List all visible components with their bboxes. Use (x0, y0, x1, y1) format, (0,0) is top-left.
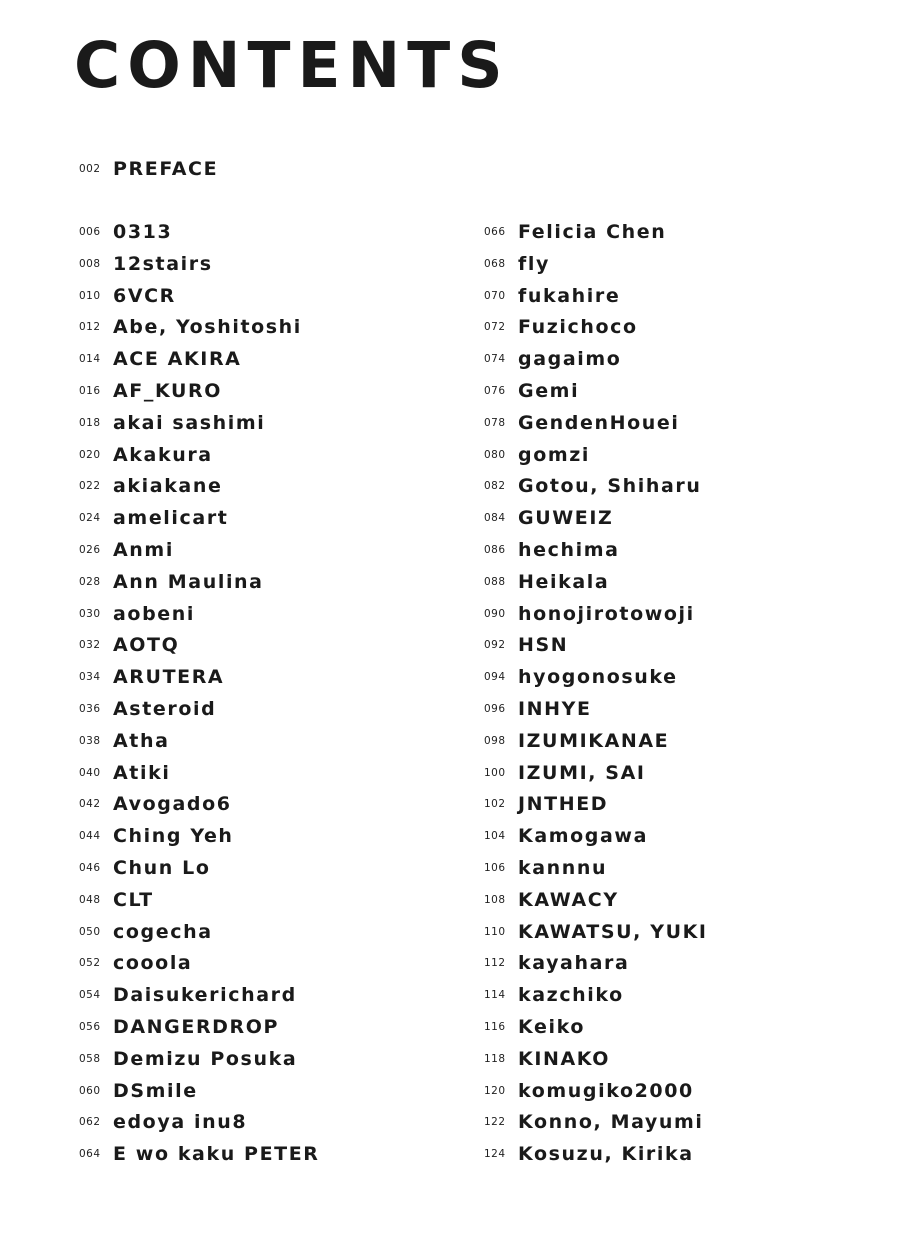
toc-entry (79, 407, 265, 439)
toc-entry (484, 916, 708, 948)
page-number: 072 (484, 321, 506, 334)
page-number: 070 (484, 289, 506, 302)
toc-entry (484, 439, 590, 471)
toc-entry (79, 248, 213, 280)
page-number: 012 (79, 321, 101, 334)
toc-entry (484, 1138, 694, 1170)
page-number: 122 (484, 1116, 506, 1129)
page-number: 052 (79, 957, 101, 970)
toc-entry (484, 788, 608, 820)
entry-name: gagaimo (518, 348, 622, 371)
page-number: 114 (484, 989, 506, 1002)
page-number: 022 (79, 480, 101, 493)
entry-name: JNTHED (518, 793, 609, 816)
toc-entry (79, 566, 264, 598)
page-number: 018 (79, 416, 101, 429)
page-number: 078 (484, 416, 506, 429)
page-number: 076 (484, 385, 506, 397)
entry-name: Gotou, Shiharu (518, 475, 702, 498)
entry-name: DANGERDROP (113, 1016, 280, 1038)
entry-name: hyogonosuke (518, 666, 678, 689)
toc-entry (484, 343, 621, 375)
toc-entry (484, 852, 607, 884)
page-number: 046 (79, 862, 101, 874)
toc-entry (79, 884, 154, 916)
toc-entry (79, 311, 302, 343)
entry-name: 6VCR (113, 284, 176, 307)
page-number: 100 (484, 766, 506, 779)
entry-name: IZUMI, SAI (518, 761, 646, 784)
page-number: 040 (79, 766, 101, 779)
toc-entry (484, 1011, 585, 1043)
toc-entry (79, 979, 297, 1011)
entry-name: HSN (518, 634, 569, 657)
entry-name: KAWATSU, YUKI (518, 920, 708, 943)
toc-entry (484, 407, 680, 439)
entry-name: KAWACY (518, 888, 619, 911)
page-number: 064 (79, 1148, 101, 1161)
page-number: 062 (79, 1116, 101, 1129)
entry-name: Heikala (518, 570, 610, 593)
entry-name: cooola (113, 952, 193, 975)
page-number: 096 (484, 703, 506, 715)
entry-name: akai sashimi (113, 411, 266, 434)
page-number: 056 (79, 1021, 101, 1033)
toc-entry (79, 725, 170, 757)
page-title: CONTENTS (74, 29, 510, 102)
toc-entry (79, 693, 216, 725)
page-number: 032 (79, 639, 101, 652)
entry-name: Kosuzu, Kirika (518, 1143, 694, 1166)
toc-entry (79, 1011, 279, 1043)
toc-entry (79, 502, 228, 534)
page-number: 098 (484, 734, 506, 747)
entry-name: Anmi (113, 539, 174, 561)
toc-entry (484, 1106, 704, 1138)
page-number: 008 (79, 257, 101, 270)
toc-entry (484, 1075, 694, 1107)
toc-entry (484, 311, 638, 343)
entry-name: hechima (518, 539, 620, 561)
page-number: 086 (484, 544, 506, 556)
entry-name: INHYE (518, 698, 592, 720)
toc-entry (79, 1106, 247, 1138)
toc-entry (79, 661, 224, 693)
entry-name: Abe, Yoshitoshi (113, 316, 302, 339)
page-number: 002 (79, 163, 101, 175)
toc-entry (484, 216, 666, 248)
entry-name: Atha (113, 729, 170, 752)
toc-entry (484, 280, 620, 312)
entry-name: Konno, Mayumi (518, 1111, 704, 1134)
page-number: 092 (484, 639, 506, 652)
entry-name: GendenHouei (518, 411, 680, 434)
entry-name: AF_KURO (113, 380, 222, 402)
toc-entry (79, 439, 213, 471)
entry-name: Atiki (113, 761, 171, 784)
toc-entry (79, 470, 222, 502)
page-number: 090 (484, 607, 506, 620)
entry-name: fly (518, 252, 550, 275)
page-number: 014 (79, 353, 101, 366)
entry-name: amelicart (113, 507, 229, 530)
entry-name: Kamogawa (518, 825, 648, 848)
page-number: 074 (484, 353, 506, 366)
toc-entry-preface (79, 153, 218, 185)
page-number: 044 (79, 830, 101, 843)
toc-entry (484, 502, 613, 534)
page-number: 010 (79, 289, 101, 302)
toc-entry (79, 598, 195, 630)
entry-name: ACE AKIRA (113, 348, 242, 371)
page-number: 058 (79, 1052, 101, 1065)
page-number: 042 (79, 798, 101, 811)
entry-name: ARUTERA (113, 666, 225, 689)
entry-name: KINAKO (518, 1047, 611, 1070)
toc-entry (484, 1043, 610, 1075)
entry-name: fukahire (518, 284, 621, 307)
toc-entry (484, 693, 592, 725)
toc-entry (79, 852, 211, 884)
page-number: 118 (484, 1052, 506, 1065)
toc-entry (79, 788, 232, 820)
toc-entry (484, 725, 669, 757)
toc-entry (79, 216, 172, 248)
entry-name: komugiko2000 (518, 1079, 694, 1102)
page-number: 054 (79, 989, 101, 1002)
entry-name: Felicia Chen (518, 221, 667, 243)
toc-entry (79, 916, 213, 948)
entry-name: Ann Maulina (113, 570, 264, 593)
entry-name: Akakura (113, 443, 213, 466)
page-number: 020 (79, 448, 101, 461)
entry-name: kannnu (518, 857, 608, 879)
toc-entry (79, 1075, 198, 1107)
entry-name: Gemi (518, 380, 580, 402)
toc-entry (79, 280, 176, 312)
toc-entry (484, 629, 568, 661)
page-number: 112 (484, 957, 506, 970)
entry-name: kazchiko (518, 984, 624, 1007)
page-number: 028 (79, 575, 101, 588)
page-number: 038 (79, 734, 101, 747)
entry-name: Fuzichoco (518, 316, 638, 339)
page-number: 068 (484, 257, 506, 270)
toc-entry (484, 979, 624, 1011)
page-number: 036 (79, 703, 101, 715)
entry-name: GUWEIZ (518, 507, 614, 530)
toc-entry (79, 1043, 297, 1075)
toc-entry (79, 534, 174, 566)
entry-name: kayahara (518, 952, 630, 975)
toc-entry (79, 343, 241, 375)
page-number: 110 (484, 925, 506, 938)
entry-name: Demizu Posuka (113, 1047, 298, 1070)
entry-name: Avogado6 (113, 793, 232, 816)
page-number: 108 (484, 893, 506, 906)
entry-name: AOTQ (113, 634, 180, 657)
entry-name: Daisukerichard (113, 984, 297, 1007)
page-number: 026 (79, 544, 101, 556)
page-number: 060 (79, 1084, 101, 1097)
toc-entry (484, 566, 609, 598)
page-number: 104 (484, 830, 506, 843)
page-number: 094 (484, 671, 506, 684)
entry-name: cogecha (113, 920, 213, 943)
page-number: 024 (79, 512, 101, 525)
entry-name: 0313 (113, 221, 173, 243)
page-number: 106 (484, 862, 506, 874)
toc-entry (79, 820, 234, 852)
entry-name: CLT (113, 888, 154, 911)
entry-name: DSmile (113, 1079, 198, 1102)
toc-entry (484, 248, 550, 280)
page-number: 050 (79, 925, 101, 938)
page-number: 084 (484, 512, 506, 525)
page-number: 116 (484, 1021, 506, 1033)
page-number: 080 (484, 448, 506, 461)
toc-entry (79, 947, 192, 979)
page-number: 102 (484, 798, 506, 811)
page-number: 066 (484, 226, 506, 238)
toc-entry (79, 1138, 320, 1170)
toc-entry (484, 661, 678, 693)
toc-entry (484, 947, 629, 979)
toc-entry (79, 375, 222, 407)
page-number: 082 (484, 480, 506, 493)
toc-entry (484, 598, 695, 630)
toc-entry (484, 820, 648, 852)
entry-name: PREFACE (113, 158, 219, 180)
toc-entry (484, 375, 579, 407)
entry-name: Ching Yeh (113, 825, 234, 848)
page-number: 030 (79, 607, 101, 620)
entry-name: Keiko (518, 1016, 585, 1038)
entry-name: IZUMIKANAE (518, 729, 670, 752)
entry-name: 12stairs (113, 252, 213, 275)
entry-name: honojirotowoji (518, 602, 695, 625)
entry-name: Chun Lo (113, 857, 211, 879)
entry-name: Asteroid (113, 698, 217, 720)
toc-entry (79, 757, 170, 789)
entry-name: aobeni (113, 602, 196, 625)
toc-entry (484, 470, 702, 502)
page-number: 034 (79, 671, 101, 684)
page-number: 016 (79, 385, 101, 397)
page-number: 124 (484, 1148, 506, 1161)
page-number: 048 (79, 893, 101, 906)
entry-name: E wo kaku PETER (113, 1143, 320, 1166)
entry-name: gomzi (518, 443, 591, 466)
toc-entry (484, 884, 619, 916)
entry-name: akiakane (113, 475, 223, 498)
toc-entry (484, 534, 620, 566)
page-number: 006 (79, 226, 101, 238)
entry-name: edoya inu8 (113, 1111, 248, 1134)
toc-entry (484, 757, 646, 789)
page-number: 120 (484, 1084, 506, 1097)
page-number: 088 (484, 575, 506, 588)
toc-entry (79, 629, 179, 661)
